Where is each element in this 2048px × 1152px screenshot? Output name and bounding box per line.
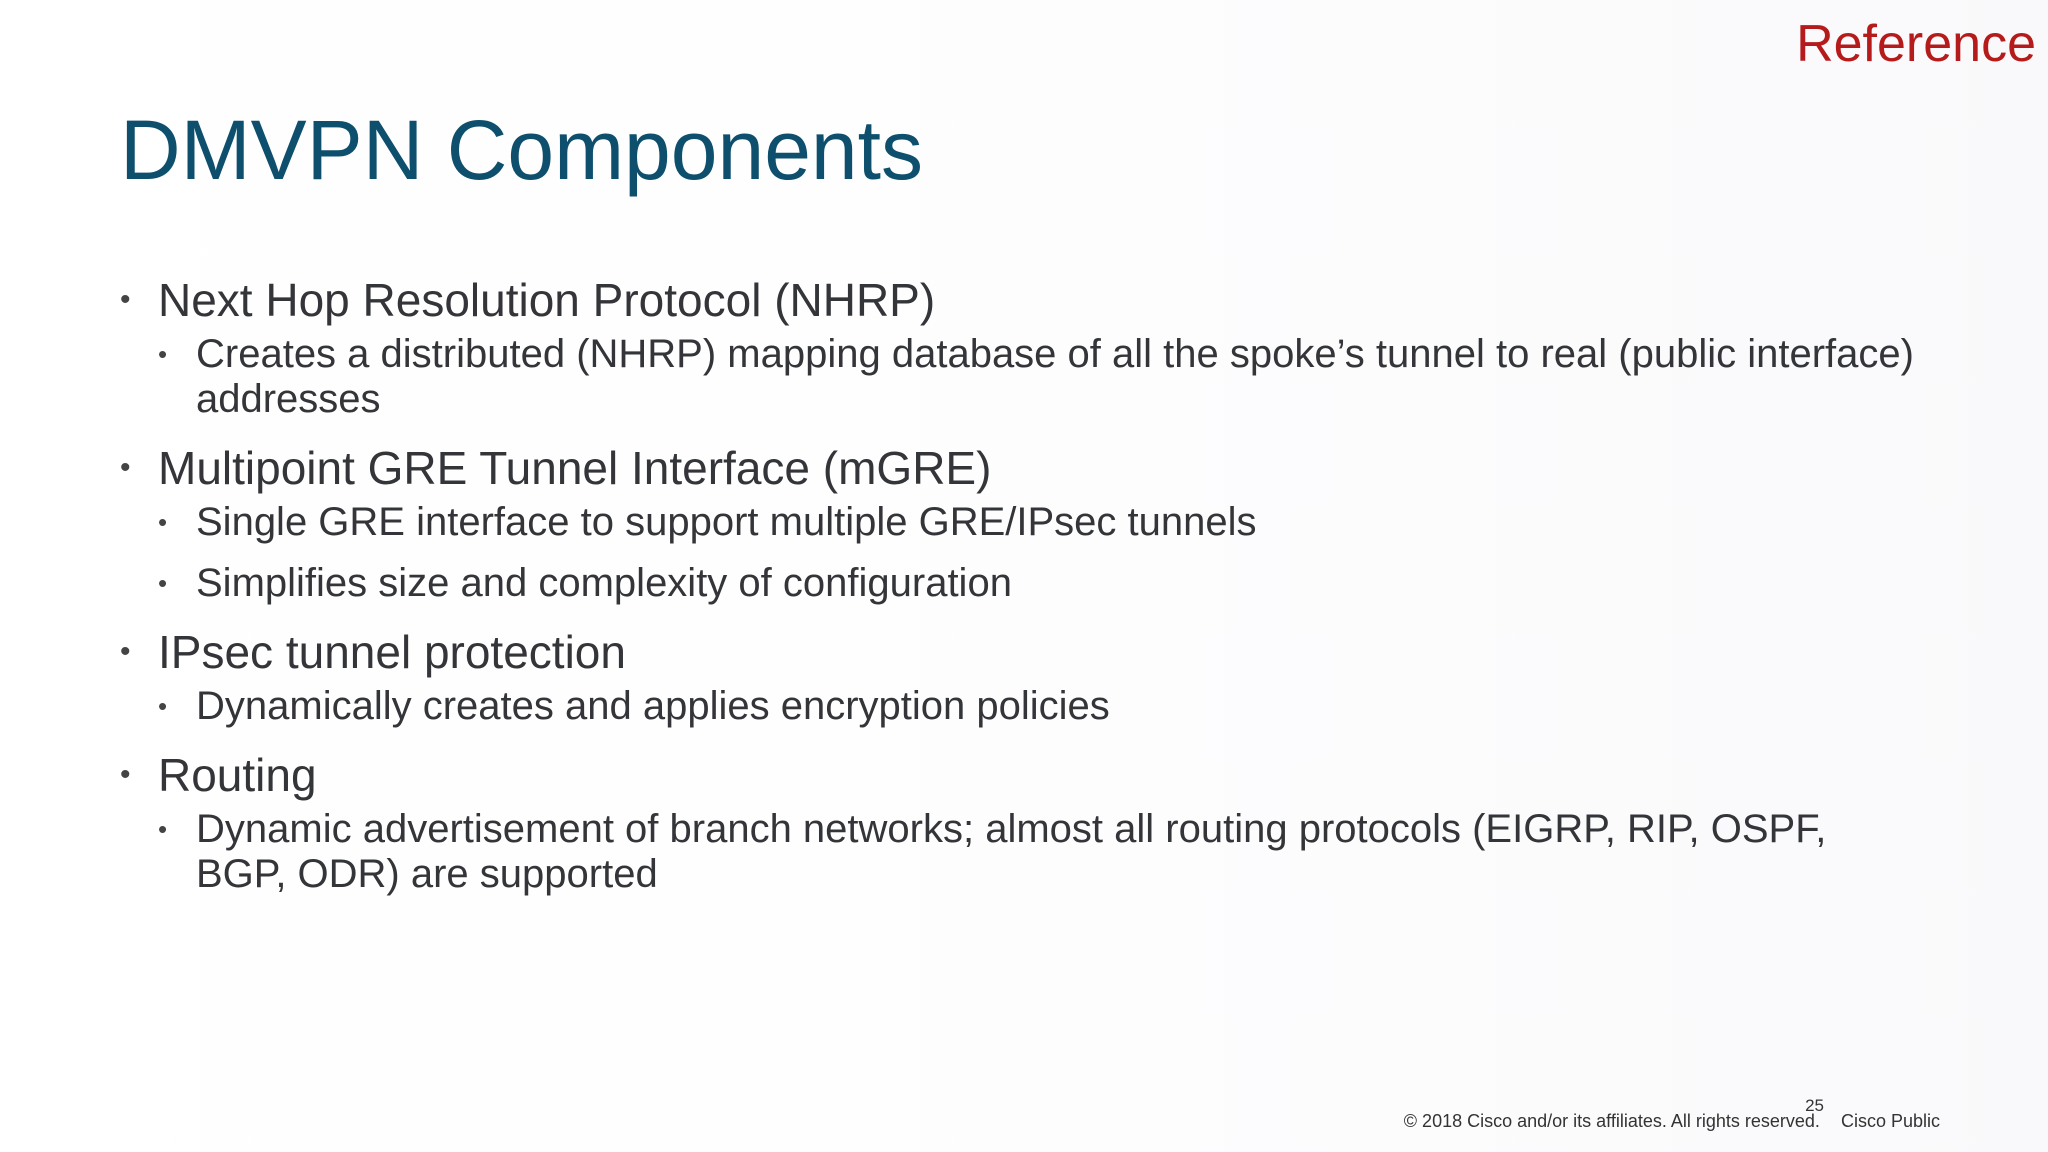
sub-bullet-item: • Dynamically creates and applies encryption policies bbox=[158, 684, 1920, 729]
classification-text: Cisco Public bbox=[1840, 1111, 1940, 1131]
sub-bullet-item: • Creates a distributed (NHRP) mapping database of all the spoke’s tunnel to real (public interface) addresses bbox=[158, 332, 1920, 422]
bullet-item-routing bbox=[120, 747, 1920, 897]
bullet-text: IPsec tunnel protection bbox=[158, 626, 626, 678]
page-title: DMVPN Components bbox=[120, 103, 923, 197]
bullet-item-mgre bbox=[120, 440, 1920, 606]
sub-bullet-item: • Single GRE interface to support multiple GRE/IPsec tunnels bbox=[158, 500, 1920, 545]
sub-bullet-list bbox=[158, 807, 1920, 897]
bullet-text: Next Hop Resolution Protocol (NHRP) bbox=[158, 274, 936, 326]
bullet-item-ipsec bbox=[120, 624, 1920, 729]
bullet-list bbox=[120, 272, 1920, 913]
bullet-text: Multipoint GRE Tunnel Interface (mGRE) bbox=[158, 442, 992, 494]
sub-bullet-item: • Dynamic advertisement of branch networks; almost all routing protocols (EIGRP, RIP, OSPF, BGP, ODR) are supported bbox=[158, 807, 1920, 897]
sub-bullet-list bbox=[158, 332, 1920, 422]
sub-bullet-list bbox=[158, 500, 1920, 606]
bullet-text: Routing bbox=[158, 749, 317, 801]
bullet-item-nhrp bbox=[120, 272, 1920, 422]
sub-bullet-list bbox=[158, 684, 1920, 729]
page-number: 25 bbox=[1805, 1096, 1824, 1115]
sub-bullet-item: • Simplifies size and complexity of configuration bbox=[158, 561, 1920, 606]
footer bbox=[1404, 1111, 1940, 1132]
copyright-text: © 2018 Cisco and/or its affiliates. All rights reserved. bbox=[1403, 1111, 1820, 1131]
reference-tag: Reference bbox=[1796, 15, 2036, 73]
